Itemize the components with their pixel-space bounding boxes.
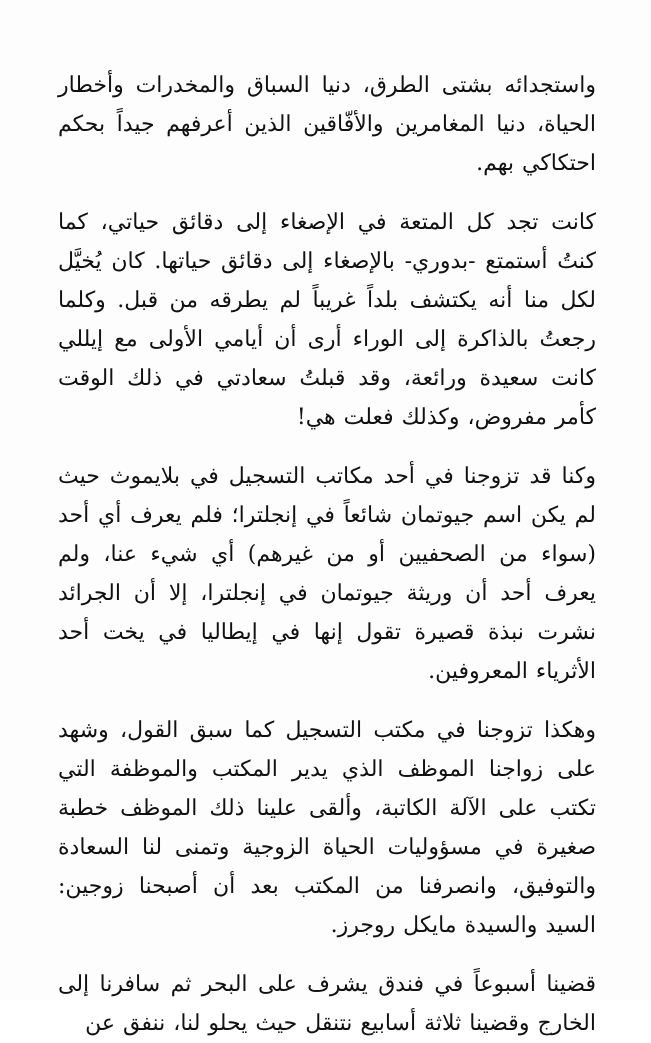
paragraph-5: قضينا أسبوعاً في فندق يشرف على البحر ثم سافرنا إلى الخارج وقضينا ثلاثة أسابيع نتنقل حيث يحلو لنا، ننفق عن xyxy=(58,972,596,1036)
paragraph-2: كانت تجد كل المتعة في الإصغاء إلى دقائق حياتي، كما كنتُ أستمتع -بدوري- بالإصغاء إلى دقائق حياتها. كان يُخيَّل لكل منا أنه يكتشف بلداً غريباً لم يطرقه من قبل. وكلما رجعتُ بالذاكرة إلى الوراء أرى أن أيامي الأولى مع إيللي كانت سعيدة ورائعة، وقد قبلتُ سعادتي في ذلك الوقت كأمر مفروض، وكذلك فعلت هي! xyxy=(58,210,596,430)
paragraph-1: واستجدائه بشتى الطرق، دنيا السباق والمخدرات وأخطار الحياة، دنيا المغامرين والأفّاقين الذين أعرفهم جيداً بحكم احتكاكي بهم. xyxy=(58,73,596,176)
paragraph-4: وهكذا تزوجنا في مكتب التسجيل كما سبق القول، وشهد على زواجنا الموظف الذي يدير المكتب والموظفة التي تكتب على الآلة الكاتبة، وألقى علينا ذلك الموظف خطبة صغيرة في مسؤوليات الحياة الزوجية وتمنى لنا السعادة والتوفيق، وانصرفنا من المكتب بعد أن أصبحنا زوجين: السيد والسيدة مايكل روجرز. xyxy=(58,718,596,938)
paragraph-3: وكنا قد تزوجنا في أحد مكاتب التسجيل في بلايموث حيث لم يكن اسم جيوتمان شائعاً في إنجلترا؛ فلم يعرف أي أحد (سواء من الصحفيين أو من غيرهم) أي شيء عنا، ولم يعرف أحد أن وريثة جيوتمان في إنجلترا، إلا أن الجرائد نشرت نبذة قصيرة تقول إنها في إيطاليا في يخت أحد الأثرياء المعروفين. xyxy=(58,464,596,684)
